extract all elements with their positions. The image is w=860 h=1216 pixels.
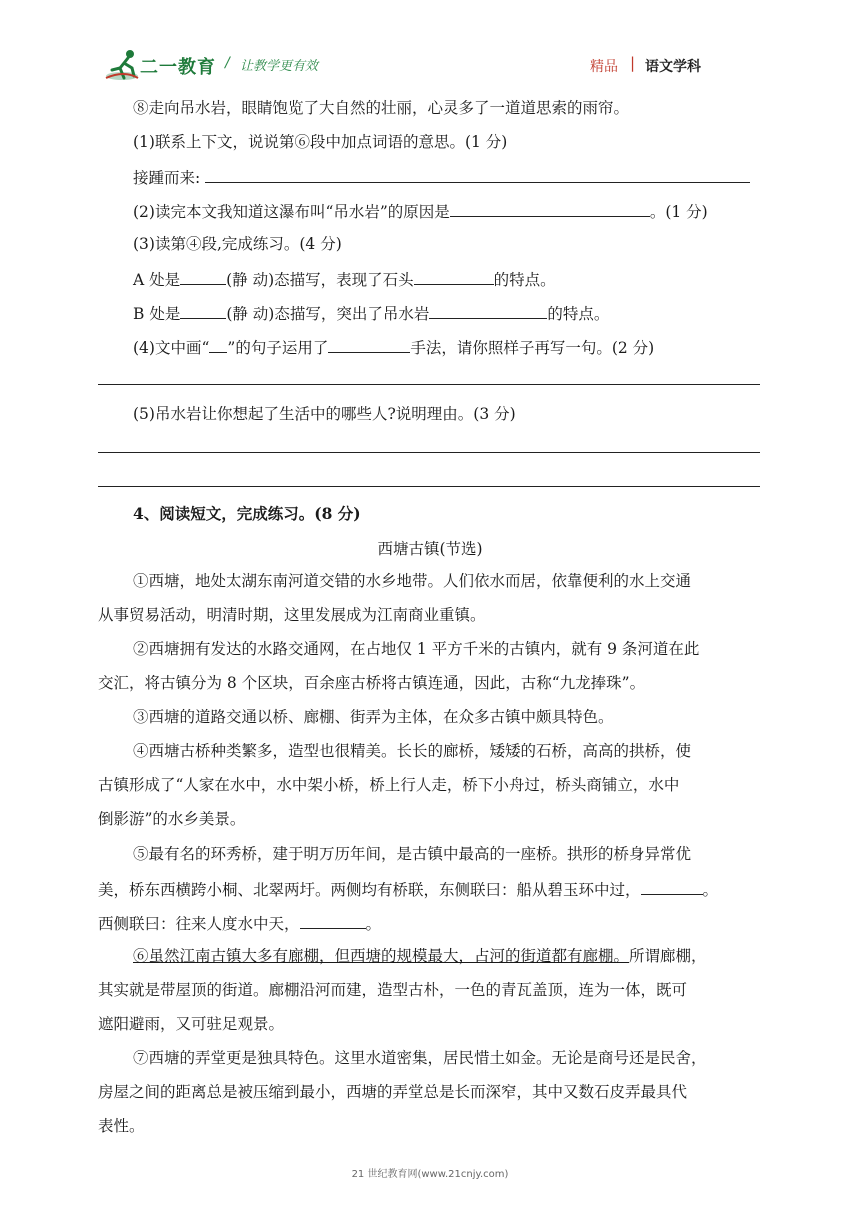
- question-1: (1)联系上下文，说说第⑥段中加点词语的意思。(1 分): [133, 133, 508, 151]
- passage-line: 古镇形成了“人家在水中，水中架小桥，桥上行人走，桥下小舟过，桥头商铺立，水中: [98, 776, 680, 794]
- passage-line: ③西塘的道路交通以桥、廊棚、街弄为主体，在众多古镇中颇具特色。: [133, 708, 614, 726]
- passage-line: ⑤最有名的环秀桥，建于明万历年间，是古镇中最高的一座桥。拱形的桥身异常优: [133, 845, 692, 863]
- q3b-text: (静 动)态描写，突出了吊水岩: [226, 305, 430, 323]
- answer-blank[interactable]: [414, 267, 494, 285]
- q4-text-b: ”的句子运用了: [227, 339, 329, 357]
- passage-line: [98, 911, 381, 935]
- question-4: [133, 335, 654, 359]
- passage-title: 西塘古镇(节选): [377, 540, 483, 558]
- answer-blank[interactable]: [180, 267, 226, 285]
- passage-line: 交汇，将古镇分为 8 个区块，百余座古桥将古镇连通，因此，古称“九龙捧珠”。: [98, 674, 646, 692]
- passage-line: [98, 877, 718, 901]
- answer-line[interactable]: [98, 384, 760, 385]
- underlined-sentence: ⑥虽然江南古镇大多有廊棚，但西塘的规模最大，占河的街道都有廊棚。: [133, 947, 630, 965]
- question-2: [133, 199, 708, 223]
- answer-blank[interactable]: [180, 301, 226, 319]
- q3a-end: 的特点。: [493, 271, 556, 289]
- answer-blank[interactable]: [429, 301, 547, 319]
- passage-line: 其实就是带屋顶的街道。廊棚沿河而建，造型古朴，一色的青瓦盖顶，连为一体，既可: [98, 981, 688, 999]
- passage-line: 倒影游”的水乡美景。: [98, 810, 246, 828]
- q3a-label: A 处是: [133, 271, 181, 289]
- q4-text-c: 手法，请你照样子再写一句。(2 分): [410, 339, 655, 357]
- slogan-separator: /: [225, 55, 230, 71]
- question-1-answer-row: [133, 165, 750, 189]
- passage-line: ④西塘古桥种类繁多，造型也很精美。长长的廊桥，矮矮的石桥，高高的拱桥，使: [133, 742, 692, 760]
- question-2-score: 。(1 分): [649, 203, 708, 221]
- passage-line: 从事贸易活动，明清时期，这里发展成为江南商业重镇。: [98, 606, 486, 624]
- q3b-label: B 处是: [133, 305, 181, 323]
- section-heading: 4、阅读短文，完成练习。(8 分): [133, 504, 361, 523]
- passage-line: 遮阳避雨，又可驻足观景。: [98, 1015, 285, 1033]
- answer-line[interactable]: [98, 452, 760, 453]
- q3b-end: 的特点。: [547, 305, 610, 323]
- answer-line[interactable]: [98, 486, 760, 487]
- passage-line: [133, 945, 707, 967]
- answer-blank[interactable]: [328, 335, 410, 353]
- q3a-text: (静 动)态描写，表现了石头: [226, 271, 414, 289]
- subject-label: 语文学科: [645, 59, 701, 75]
- answer-blank[interactable]: [450, 199, 650, 217]
- passage-line: ②西塘拥有发达的水路交通网，在占地仅 1 平方千米的古镇内，就有 9 条河道在此: [133, 640, 700, 658]
- passage-text: 所谓廊棚，: [629, 947, 707, 965]
- logo-text: 二一教育: [140, 57, 216, 78]
- slogan: 让教学更有效: [240, 59, 319, 74]
- paragraph-8: ⑧走向吊水岩，眼睛饱览了大自然的壮丽，心灵多了一道道思索的雨帘。: [133, 99, 630, 117]
- page-header: [0, 0, 860, 86]
- brand-separator: |: [630, 54, 636, 72]
- answer-blank[interactable]: [641, 877, 703, 895]
- passage-text: 西侧联曰：往来人度水中天，: [98, 915, 300, 933]
- term-label: 接踵而来:: [133, 169, 201, 187]
- question-3-a: [133, 267, 556, 291]
- question-5: (5)吊水岩让你想起了生活中的哪些人?说明理由。(3 分): [133, 405, 516, 423]
- passage-line: ①西塘，地处太湖东南河道交错的水乡地带。人们依水而居，依靠便利的水上交通: [133, 572, 692, 590]
- brand-label: 精品: [590, 59, 618, 75]
- passage-text: 。: [365, 915, 382, 933]
- underline-sample: [209, 335, 227, 353]
- passage-line: 表性。: [98, 1117, 145, 1135]
- page-footer: 21 世纪教育网(www.21cnjy.com): [351, 1169, 509, 1180]
- answer-blank[interactable]: [205, 165, 750, 183]
- question-3: (3)读第④段,完成练习。(4 分): [133, 235, 342, 253]
- q4-text-a: (4)文中画“: [133, 339, 210, 357]
- passage-text: 美，桥东西横跨小桐、北翠两圩。两侧均有桥联，东侧联曰：船从碧玉环中过，: [98, 881, 641, 899]
- passage-line: 房屋之间的距离总是被压缩到最小，西塘的弄堂总是长而深窄，其中又数石皮弄最具代: [98, 1083, 688, 1101]
- passage-line: ⑦西塘的弄堂更是独具特色。这里水道密集，居民惜土如金。无论是商号还是民舍，: [133, 1049, 707, 1067]
- passage-text: 。: [702, 881, 719, 899]
- answer-blank[interactable]: [300, 911, 366, 929]
- question-2-text: (2)读完本文我知道这瀑布叫“吊水岩”的原因是: [133, 203, 450, 221]
- question-3-b: [133, 301, 609, 325]
